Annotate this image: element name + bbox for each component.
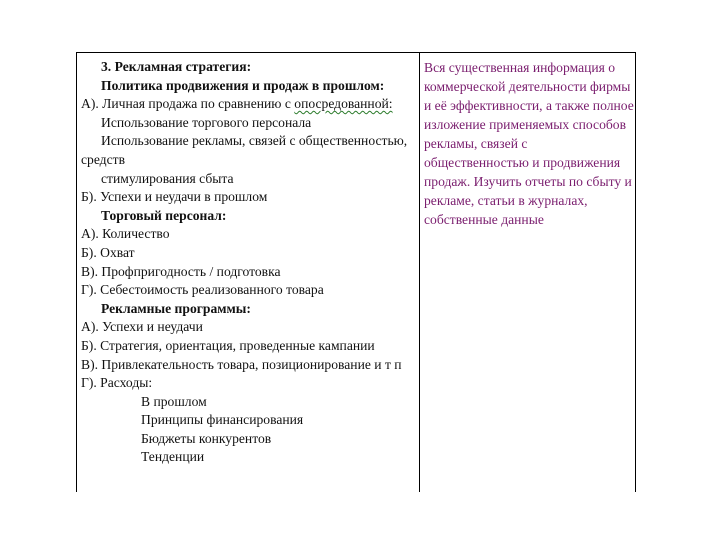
info-line: коммерческой деятельности фирмы <box>424 79 631 94</box>
left-column <box>81 58 416 467</box>
info-line: рекламе, статьи в журналах, <box>424 193 588 208</box>
promotion-policy-heading: Политика продвижения и продаж в прошлом: <box>101 77 385 93</box>
info-line: изложение применяемых способов <box>424 117 626 132</box>
sales-staff-heading: Торговый персонал: <box>101 207 227 223</box>
table-column-divider <box>419 52 420 492</box>
info-line: общественностью и продвижения <box>424 155 621 170</box>
info-line: Вся существенная информация о <box>424 60 616 75</box>
subitem-advertising-use-cont: средств <box>81 151 125 167</box>
table-top-border <box>76 52 636 53</box>
subitem-sales-promotion: стимулирования сбыта <box>101 170 234 186</box>
expenses-subitem: В прошлом <box>141 393 207 409</box>
info-line: собственные данные <box>424 212 544 227</box>
staff-item-coverage: Б). Охват <box>81 244 135 260</box>
program-item-expenses: Г). Расходы: <box>81 375 153 391</box>
section-title: 3. Рекламная стратегия: <box>101 59 252 74</box>
expenses-subitem: Тенденции <box>141 449 205 465</box>
item-personal-selling-text: А). Личная продажа по сравнению с <box>81 96 295 112</box>
item-personal-selling <box>81 95 416 114</box>
expenses-subitem: Принципы финансирования <box>141 412 304 428</box>
staff-item-quantity: А). Количество <box>81 226 170 242</box>
table-left-border <box>76 52 77 492</box>
item-personal-selling-underlined: опосредованной: <box>294 96 393 112</box>
item-past-successes: Б). Успехи и неудачи в прошлом <box>81 189 268 205</box>
ad-programs-heading: Рекламные программы: <box>101 300 251 316</box>
program-item-successes: А). Успехи и неудачи <box>81 319 203 335</box>
program-item-strategy: Б). Стратегия, ориентация, проведенные кампании <box>81 337 375 353</box>
info-line: рекламы, связей с <box>424 136 528 151</box>
info-line: и её эффективности, а также полное <box>424 98 634 113</box>
program-item-attractiveness: В). Привлекательность товара, позиционирование и т п <box>81 356 402 372</box>
expenses-subitem: Бюджеты конкурентов <box>141 430 272 446</box>
staff-item-training: В). Профпригодность / подготовка <box>81 263 281 279</box>
info-line: продаж. Изучить отчеты по сбыту и <box>424 174 632 189</box>
right-column <box>424 58 636 229</box>
staff-item-cost: Г). Себестоимость реализованного товара <box>81 282 324 298</box>
subitem-sales-staff: Использование торгового персонала <box>101 114 312 130</box>
subitem-advertising-use: Использование рекламы, связей с общественностью, <box>101 133 408 149</box>
